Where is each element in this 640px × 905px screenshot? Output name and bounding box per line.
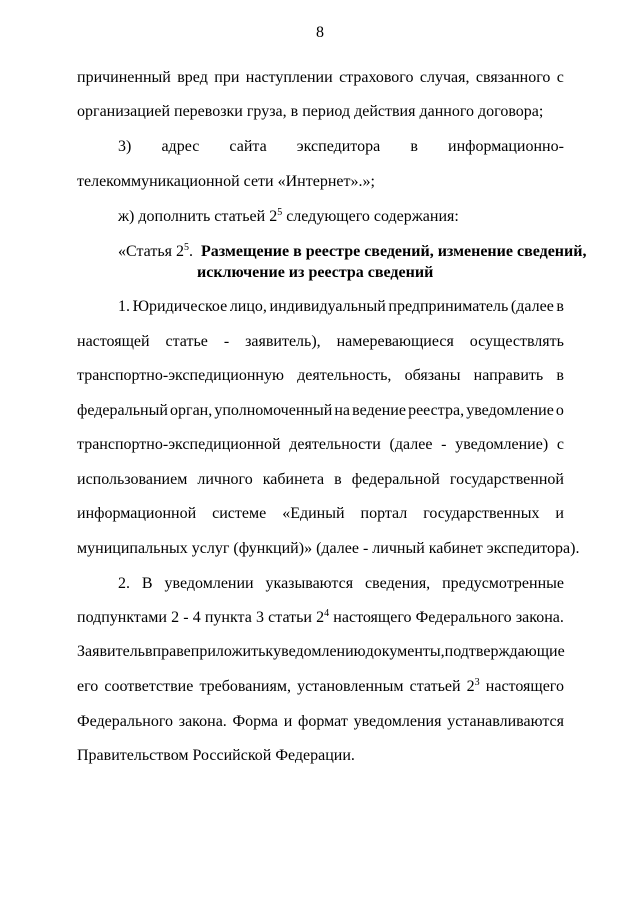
word: указываются	[265, 575, 354, 592]
word: личного	[197, 471, 253, 488]
text-line	[77, 711, 564, 733]
word: закона.	[178, 713, 227, 730]
word: «Единый	[282, 505, 345, 522]
word: пункта	[204, 609, 252, 626]
text-line: телекоммуникационной сети «Интернет».»;	[77, 173, 375, 190]
word: статьи	[268, 609, 312, 626]
text-line: организацией перевозки груза, в период действия данного договора;	[77, 103, 544, 120]
word: уведомление)	[455, 436, 549, 453]
word: и	[555, 505, 564, 522]
word: адрес	[161, 138, 200, 155]
word: деятельность,	[297, 367, 392, 384]
word: при	[214, 69, 240, 86]
word: 3)	[118, 138, 132, 155]
word: -	[223, 333, 230, 350]
paragraph-1-line	[118, 296, 564, 318]
word: намеревающиеся	[336, 333, 454, 350]
word: уведомления	[353, 713, 442, 730]
word: настоящего	[333, 609, 412, 626]
word: (далее	[389, 436, 433, 453]
amendment-line	[118, 206, 564, 228]
word: на	[334, 402, 351, 419]
text-line: муниципальных услуг (функций)» (далее - личный кабинет экспедитора).	[77, 540, 580, 557]
word: направить	[473, 367, 544, 384]
word: уполномоченный	[214, 402, 333, 419]
word: сайта	[229, 138, 267, 155]
word: требованиям,	[199, 678, 291, 695]
superscript: 3	[474, 677, 480, 688]
word: вред	[177, 69, 208, 86]
word: 2	[466, 678, 475, 695]
word: 3	[256, 609, 264, 626]
word: информационно-	[448, 138, 564, 155]
word: кабинета	[262, 471, 325, 488]
article-title-continued: исключение из реестра сведений	[197, 264, 434, 281]
word: в	[556, 298, 564, 315]
word: в	[334, 471, 342, 488]
word: 4	[192, 609, 201, 626]
word: предусмотренные	[442, 575, 564, 592]
word: его	[77, 678, 99, 695]
word: с	[556, 69, 564, 86]
word: причиненный	[77, 69, 171, 86]
word: (далее	[510, 298, 554, 315]
word: федеральной	[351, 471, 440, 488]
word: портал	[360, 505, 408, 522]
word: Юридическое	[132, 298, 228, 315]
word: федеральный	[77, 402, 168, 419]
superscript: 5	[277, 207, 283, 218]
word: подтверждающие	[444, 643, 565, 660]
word: и	[283, 713, 293, 730]
word: настоящего	[485, 678, 564, 695]
word: обязаны	[404, 367, 461, 384]
word: в	[556, 367, 564, 384]
word: реестра,	[408, 402, 465, 419]
word: предприниматель	[388, 298, 509, 315]
word: уведомлении	[164, 575, 254, 592]
text-line	[77, 67, 564, 89]
word: уведомлению	[273, 643, 366, 660]
text-line	[77, 469, 564, 491]
word: ведение	[352, 402, 406, 419]
article-label-end: .	[188, 243, 193, 260]
word-with-superscript	[316, 607, 329, 629]
word: 2	[316, 609, 325, 626]
word: осуществлять	[469, 333, 564, 350]
word: использованием	[77, 471, 188, 488]
word: государственных	[423, 505, 540, 522]
word: государственной	[449, 471, 564, 488]
superscript: 4	[324, 608, 330, 619]
word: статье	[165, 333, 208, 350]
word: заявитель),	[245, 333, 321, 350]
word: с	[556, 436, 564, 453]
word: приложить	[190, 643, 266, 660]
text-line	[77, 400, 564, 422]
word: Федерального	[415, 609, 512, 626]
word: наступлении	[245, 69, 333, 86]
word: индивидуальный	[269, 298, 386, 315]
word: В	[141, 575, 153, 592]
word: транспортно-экспедиционной	[77, 436, 281, 453]
word: установленным	[297, 678, 404, 695]
word: документы,	[365, 643, 445, 660]
word: Федерального	[77, 713, 174, 730]
word: Заявитель	[77, 643, 145, 660]
word: к	[265, 643, 274, 660]
word: Форма	[232, 713, 279, 730]
word: устанавливаются	[447, 713, 564, 730]
word: подпунктами	[77, 609, 167, 626]
word: 1.	[118, 298, 130, 315]
word: статьей	[409, 678, 461, 695]
word: страхового	[339, 69, 414, 86]
word: связанного	[475, 69, 551, 86]
word: информационной	[77, 505, 197, 522]
article-heading	[118, 241, 587, 263]
word: настоящей	[77, 333, 150, 350]
text-fragment: ж) дополнить статьей 2	[118, 208, 278, 225]
word: в	[410, 138, 418, 155]
article-label: «Статья 2	[118, 243, 184, 260]
word-with-superscript	[467, 676, 480, 698]
page-number: 8	[316, 24, 324, 41]
word: 2	[171, 609, 180, 626]
word: уведомление	[466, 402, 554, 419]
word: о	[555, 402, 564, 419]
text-line	[77, 331, 564, 353]
word: закона.	[515, 609, 564, 626]
article-title: Размещение в реестре сведений, изменение сведений,	[200, 243, 587, 260]
text-line	[77, 676, 564, 698]
word: вправе	[144, 643, 191, 660]
word: сведения,	[365, 575, 431, 592]
word: формат	[298, 713, 348, 730]
text-line: Правительством Российской Федерации.	[77, 747, 355, 764]
word: системе	[212, 505, 267, 522]
text-line	[77, 607, 564, 629]
word: случая,	[419, 69, 470, 86]
word: деятельности	[289, 436, 381, 453]
word: соответствие	[104, 678, 194, 695]
word: транспортно-экспедиционную	[77, 367, 284, 384]
word: -	[441, 436, 447, 453]
paragraph-2-line	[118, 573, 564, 595]
word: лицо,	[229, 298, 267, 315]
text-line	[77, 641, 564, 663]
word: -	[183, 609, 189, 626]
list-item-3	[118, 136, 564, 158]
superscript: 5	[183, 242, 189, 253]
text-line	[77, 434, 564, 456]
word: 2.	[118, 575, 130, 592]
text-line	[77, 365, 564, 387]
text-line	[77, 503, 564, 525]
word: экспедитора	[296, 138, 381, 155]
word: орган,	[170, 402, 213, 419]
text-fragment: следующего содержания:	[282, 208, 459, 225]
